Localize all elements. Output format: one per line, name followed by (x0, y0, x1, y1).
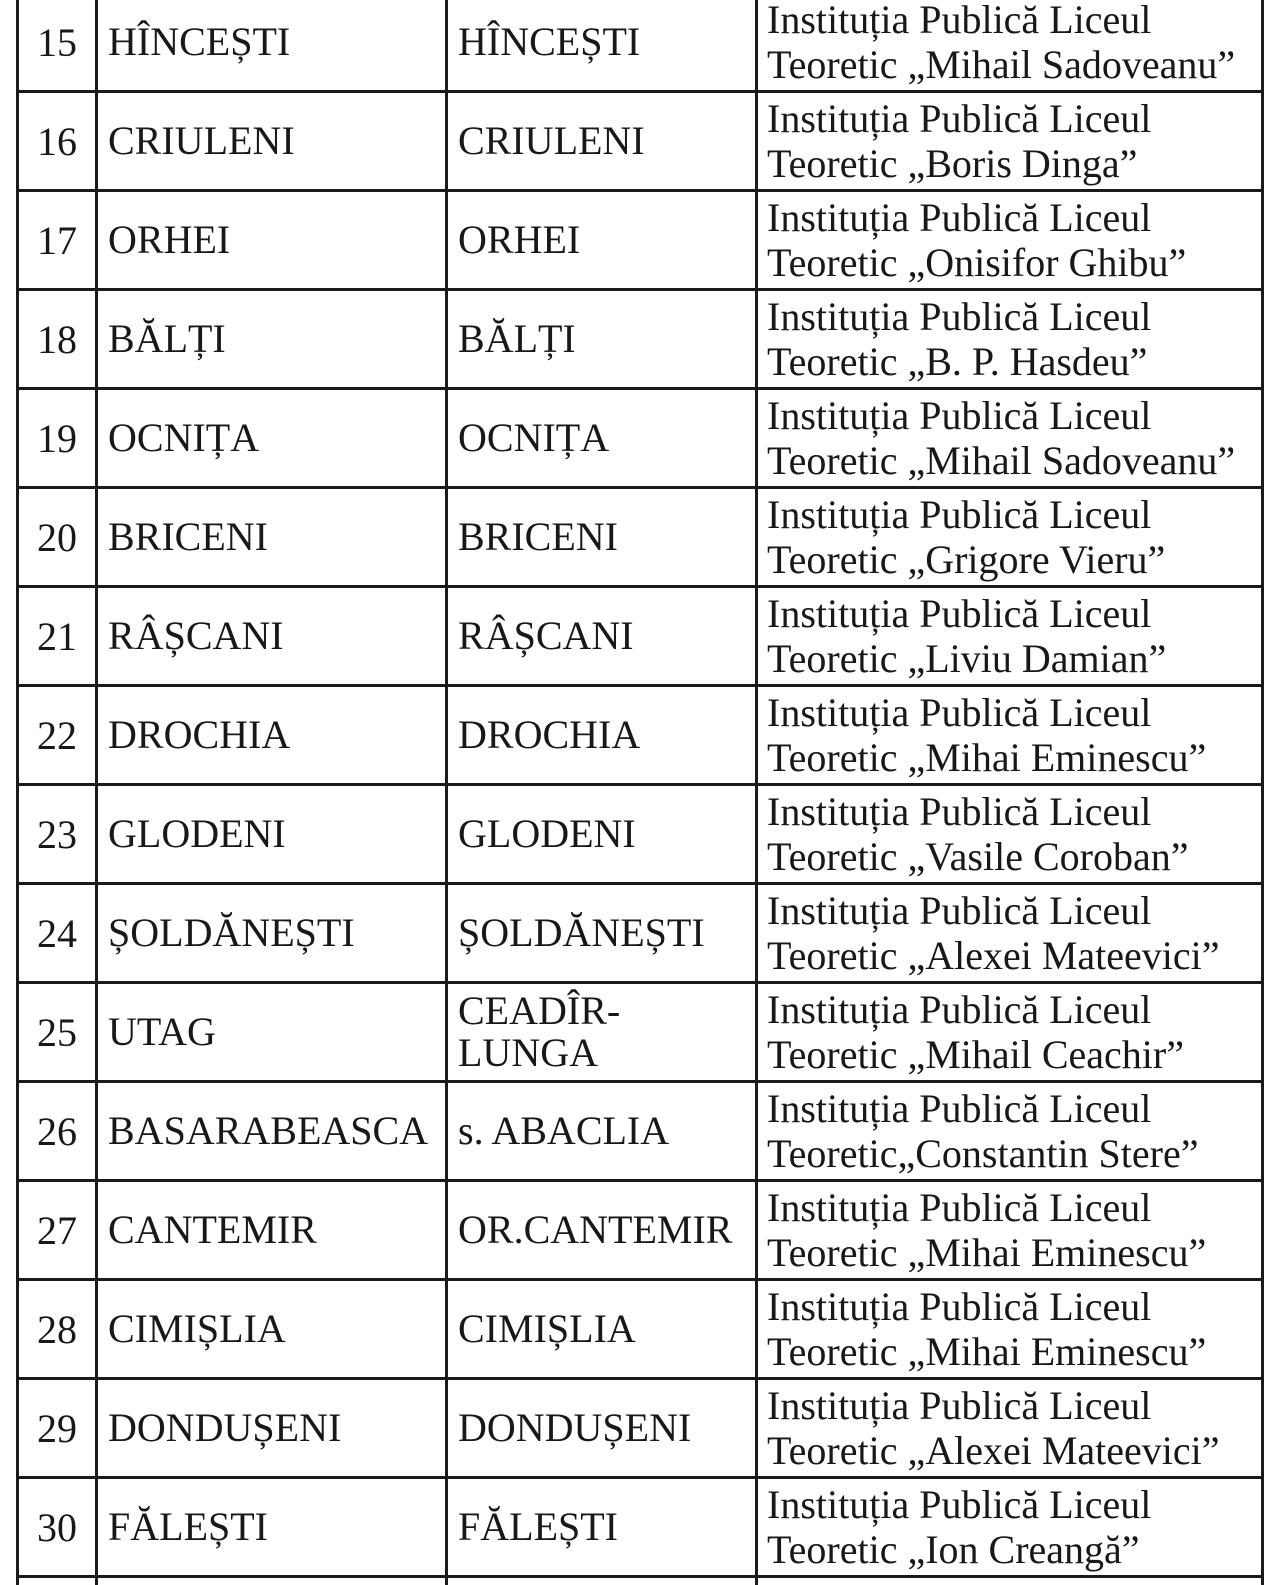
institution-line-1: Instituția Publică Liceul (767, 690, 1152, 735)
row-number: 16 (37, 118, 77, 164)
institution-line-2: Teoretic „Mihai Eminescu” (767, 735, 1207, 780)
table-row (18, 983, 1263, 1082)
locality-cell (447, 1181, 757, 1280)
institutions-table (16, 0, 1264, 1585)
empty-cell (757, 1577, 1263, 1585)
district-name: OCNIȚA (108, 415, 260, 460)
locality-name: OCNIȚA (458, 415, 610, 460)
locality-name: GLODENI (458, 811, 636, 856)
district-cell (97, 1280, 447, 1379)
row-number-cell (18, 785, 97, 884)
district-cell (97, 587, 447, 686)
locality-cell (447, 389, 757, 488)
institution-line-1: Instituția Publică Liceul (767, 393, 1152, 438)
institution-line-1: Instituția Publică Liceul (767, 1383, 1152, 1428)
locality-cell (447, 1280, 757, 1379)
district-cell (97, 191, 447, 290)
row-number-cell (18, 1280, 97, 1379)
locality-name: CIMIȘLIA (458, 1306, 636, 1351)
institution-line-1: Instituția Publică Liceul (767, 789, 1152, 834)
locality-cell (447, 785, 757, 884)
district-name: ȘOLDĂNEȘTI (108, 910, 355, 955)
institution-cell (757, 389, 1263, 488)
institution-line-1: Instituția Publică Liceul (767, 1185, 1152, 1230)
row-number-cell (18, 884, 97, 983)
row-number: 29 (37, 1405, 77, 1451)
institution-cell (757, 1181, 1263, 1280)
table-row (18, 1379, 1263, 1478)
row-number: 27 (37, 1207, 77, 1253)
row-number-cell (18, 1478, 97, 1577)
row-number: 20 (37, 514, 77, 560)
locality-cell (447, 1379, 757, 1478)
row-number-cell (18, 0, 97, 92)
locality-name: ȘOLDĂNEȘTI (458, 910, 705, 955)
table-row (18, 1082, 1263, 1181)
institution-line-2: Teoretic „Alexei Mateevici” (767, 1428, 1220, 1473)
empty-cell (447, 1577, 757, 1585)
row-number: 22 (37, 712, 77, 758)
row-number-cell (18, 1379, 97, 1478)
locality-cell (447, 587, 757, 686)
institution-line-1: Instituția Publică Liceul (767, 987, 1152, 1032)
institution-cell (757, 686, 1263, 785)
institution-line-2: Teoretic „Boris Dinga” (767, 141, 1138, 186)
table-row (18, 191, 1263, 290)
institution-line-2: Teoretic „Mihail Sadoveanu” (767, 438, 1236, 483)
table-row (18, 785, 1263, 884)
district-cell (97, 290, 447, 389)
locality-cell (447, 686, 757, 785)
locality-name: FĂLEȘTI (458, 1504, 618, 1549)
institution-cell (757, 587, 1263, 686)
institution-line-2: Teoretic „Grigore Vieru” (767, 537, 1166, 582)
district-cell (97, 785, 447, 884)
table-row (18, 1280, 1263, 1379)
institution-line-2: Teoretic „Alexei Mateevici” (767, 933, 1220, 978)
district-name: DROCHIA (108, 712, 291, 757)
table-row (18, 884, 1263, 983)
district-name: UTAG (108, 1009, 216, 1054)
district-name: RÂȘCANI (108, 613, 284, 658)
row-number: 24 (37, 910, 77, 956)
row-number-cell (18, 1082, 97, 1181)
institution-line-1: Instituția Publică Liceul (767, 1482, 1152, 1527)
district-name: BĂLȚI (108, 316, 226, 361)
district-name: CANTEMIR (108, 1207, 317, 1252)
row-number: 25 (37, 1009, 77, 1055)
table-row (18, 92, 1263, 191)
table-row (18, 1181, 1263, 1280)
row-number-cell (18, 290, 97, 389)
empty-cell (18, 1577, 97, 1585)
table-row (18, 290, 1263, 389)
row-number: 26 (37, 1108, 77, 1154)
district-cell (97, 686, 447, 785)
locality-cell (447, 1478, 757, 1577)
table-row (18, 0, 1263, 92)
institution-cell (757, 1082, 1263, 1181)
institution-cell (757, 0, 1263, 92)
row-number: 30 (37, 1504, 77, 1550)
institution-line-2: Teoretic „Mihail Ceachir” (767, 1032, 1184, 1077)
locality-cell (447, 191, 757, 290)
institution-line-1: Instituția Publică Liceul (767, 1284, 1152, 1329)
locality-cell (447, 290, 757, 389)
institution-line-1: Instituția Publică Liceul (767, 0, 1152, 42)
row-number-cell (18, 1181, 97, 1280)
row-number-cell (18, 983, 97, 1082)
institution-line-1: Instituția Publică Liceul (767, 888, 1152, 933)
district-cell (97, 884, 447, 983)
locality-name: CEADÎR-LUNGA (458, 988, 621, 1075)
institution-line-1: Instituția Publică Liceul (767, 294, 1152, 339)
district-cell (97, 389, 447, 488)
district-name: HÎNCEȘTI (108, 19, 291, 64)
row-number-cell (18, 686, 97, 785)
district-name: BRICENI (108, 514, 268, 559)
institution-line-1: Instituția Publică Liceul (767, 96, 1152, 141)
locality-name: BRICENI (458, 514, 618, 559)
locality-name: DONDUȘENI (458, 1405, 692, 1450)
row-number: 15 (37, 19, 77, 65)
locality-cell (447, 1082, 757, 1181)
locality-cell (447, 92, 757, 191)
table-row (18, 1478, 1263, 1577)
district-cell (97, 92, 447, 191)
empty-cell (97, 1577, 447, 1585)
row-number: 19 (37, 415, 77, 461)
district-cell (97, 1181, 447, 1280)
institution-cell (757, 488, 1263, 587)
institution-line-2: Teoretic „Liviu Damian” (767, 636, 1167, 681)
institution-cell (757, 983, 1263, 1082)
district-cell (97, 488, 447, 587)
locality-name: BĂLȚI (458, 316, 576, 361)
row-number-cell (18, 587, 97, 686)
locality-name: DROCHIA (458, 712, 641, 757)
institution-cell (757, 1379, 1263, 1478)
institution-cell (757, 884, 1263, 983)
locality-cell (447, 983, 757, 1082)
district-name: CIMIȘLIA (108, 1306, 286, 1351)
row-number: 23 (37, 811, 77, 857)
institutions-table-body (18, 0, 1263, 1585)
row-number: 18 (37, 316, 77, 362)
district-cell (97, 0, 447, 92)
district-name: FĂLEȘTI (108, 1504, 268, 1549)
row-number: 21 (37, 613, 77, 659)
locality-cell (447, 884, 757, 983)
district-name: CRIULENI (108, 118, 295, 163)
institution-line-1: Instituția Publică Liceul (767, 492, 1152, 537)
locality-name: ORHEI (458, 217, 581, 262)
institution-line-2: Teoretic „B. P. Hasdeu” (767, 339, 1148, 384)
institution-line-1: Instituția Publică Liceul (767, 195, 1152, 240)
district-name: DONDUȘENI (108, 1405, 342, 1450)
institution-cell (757, 1478, 1263, 1577)
row-number: 17 (37, 217, 77, 263)
institution-line-1: Instituția Publică Liceul (767, 1086, 1152, 1131)
institution-cell (757, 290, 1263, 389)
locality-name: CRIULENI (458, 118, 645, 163)
table-row (18, 686, 1263, 785)
institution-line-2: Teoretic„Constantin Stere” (767, 1131, 1199, 1176)
locality-name: RÂȘCANI (458, 613, 634, 658)
district-cell (97, 1379, 447, 1478)
locality-cell (447, 0, 757, 92)
locality-name: OR.CANTEMIR (458, 1207, 733, 1252)
institution-line-2: Teoretic „Mihai Eminescu” (767, 1329, 1207, 1374)
institution-line-2: Teoretic „Onisifor Ghibu” (767, 240, 1187, 285)
institution-cell (757, 785, 1263, 884)
locality-name: s. ABACLIA (458, 1108, 670, 1153)
locality-cell (447, 488, 757, 587)
institution-line-2: Teoretic „Mihai Eminescu” (767, 1230, 1207, 1275)
institution-line-1: Instituția Publică Liceul (767, 591, 1152, 636)
district-name: BASARABEASCA (108, 1108, 429, 1153)
row-number-cell (18, 92, 97, 191)
district-cell (97, 983, 447, 1082)
table-row (18, 488, 1263, 587)
row-number-cell (18, 488, 97, 587)
institution-line-2: Teoretic „Ion Creangă” (767, 1527, 1140, 1572)
institution-cell (757, 191, 1263, 290)
district-name: ORHEI (108, 217, 231, 262)
institution-cell (757, 92, 1263, 191)
institution-line-2: Teoretic „Mihail Sadoveanu” (767, 42, 1236, 87)
table-row (18, 587, 1263, 686)
district-cell (97, 1082, 447, 1181)
institution-cell (757, 1280, 1263, 1379)
row-number: 28 (37, 1306, 77, 1352)
table-row (18, 389, 1263, 488)
district-cell (97, 1478, 447, 1577)
district-name: GLODENI (108, 811, 286, 856)
institution-line-2: Teoretic „Vasile Coroban” (767, 834, 1189, 879)
locality-name: HÎNCEȘTI (458, 19, 641, 64)
row-number-cell (18, 191, 97, 290)
table-row-partial (18, 1577, 1263, 1585)
row-number-cell (18, 389, 97, 488)
